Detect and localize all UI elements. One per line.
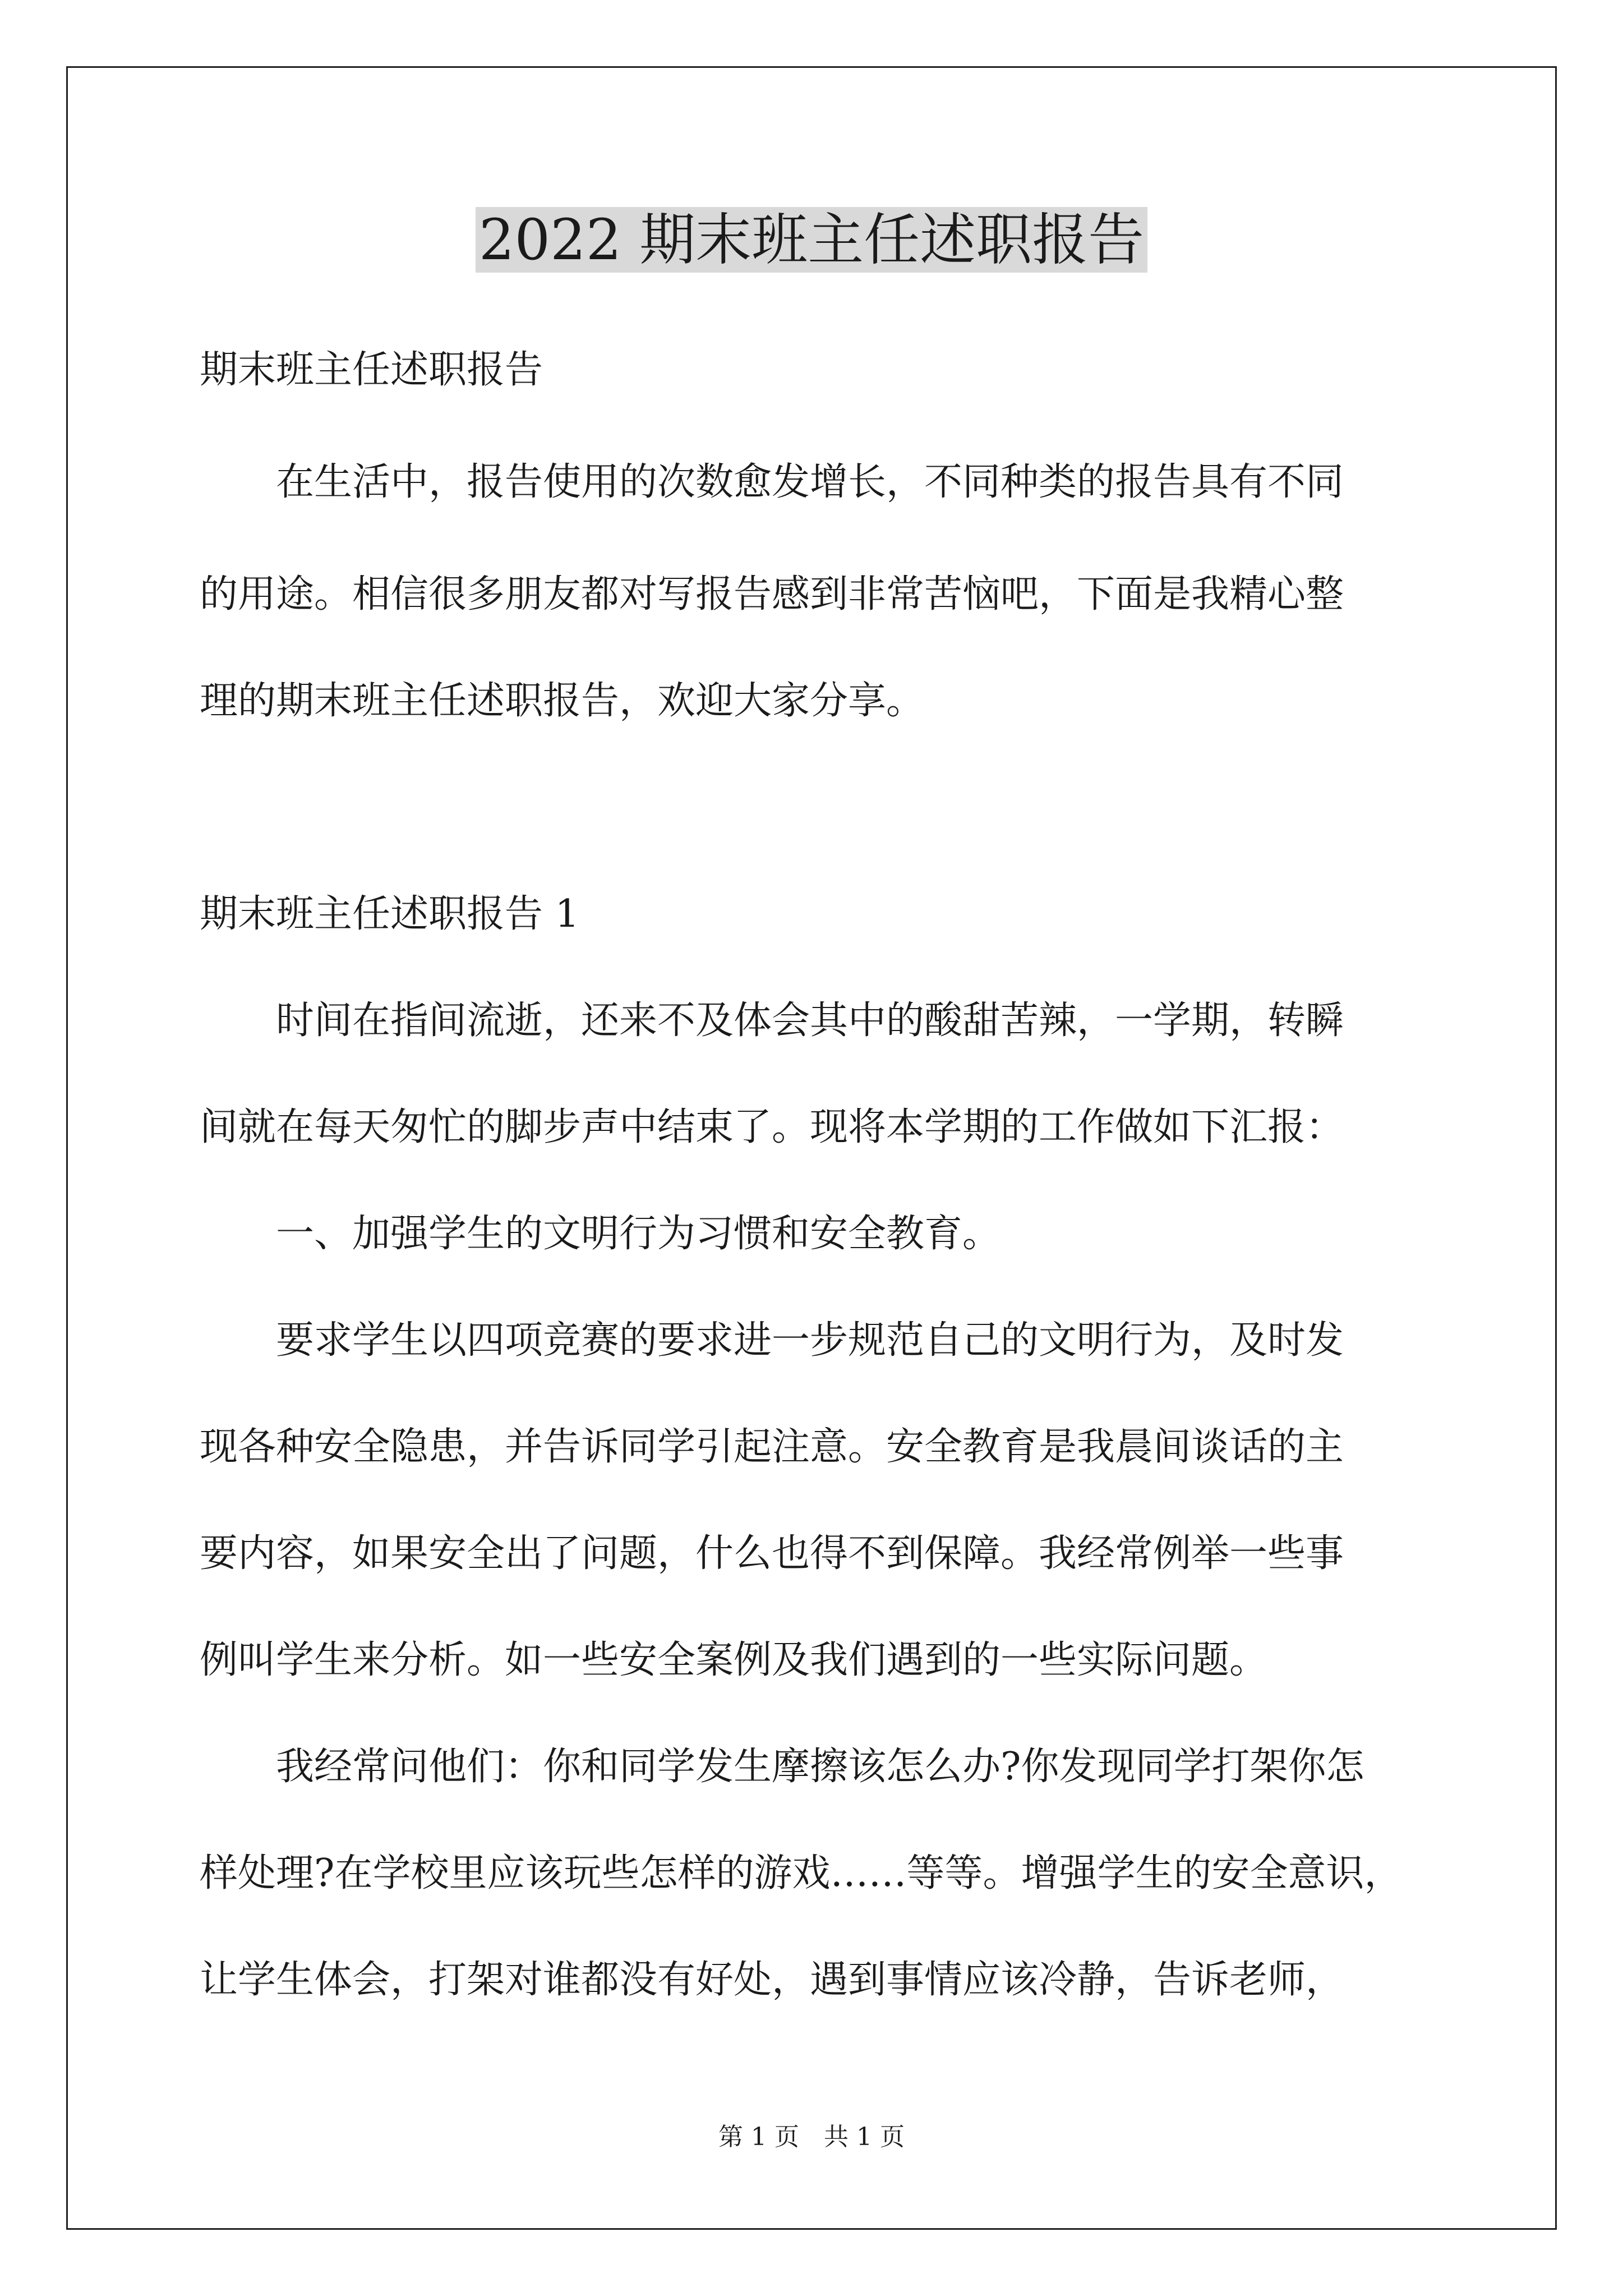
document-title bbox=[0, 201, 1623, 279]
text-line: 我经常问他们：你和同学发生摩擦该怎么办?你发现同学打架你怎 bbox=[200, 1745, 1364, 1789]
text-line: 例叫学生来分析。如一些安全案例及我们遇到的一些实际问题。 bbox=[200, 1638, 1268, 1682]
text-line: 间就在每天匆忙的脚步声中结束了。现将本学期的工作做如下汇报： bbox=[200, 1105, 1344, 1149]
page-footer bbox=[0, 2120, 1623, 2154]
text-line: 要求学生以四项竞赛的要求进一步规范自己的文明行为，及时发 bbox=[200, 1318, 1344, 1363]
text-line: 现各种安全隐患，并告诉同学引起注意。安全教育是我晨间谈话的主 bbox=[200, 1425, 1344, 1469]
text-line: 样处理?在学校里应该玩些怎样的游戏……等等。增强学生的安全意识， bbox=[200, 1851, 1403, 1895]
text-line: 让学生体会，打架对谁都没有好处，遇到事情应该冷静，告诉老师， bbox=[200, 1958, 1344, 2002]
section-heading: 期末班主任述职报告 1 bbox=[200, 892, 579, 936]
page-number: 第 1 页 bbox=[718, 2123, 799, 2151]
text-line: 时间在指间流逝，还来不及体会其中的酸甜苦辣，一学期，转瞬 bbox=[200, 999, 1344, 1043]
text-line: 要内容，如果安全出了问题，什么也得不到保障。我经常例举一些事 bbox=[200, 1531, 1344, 1576]
text-line: 的用途。相信很多朋友都对写报告感到非常苦恼吧，下面是我精心整 bbox=[200, 572, 1344, 616]
text-line: 在生活中，报告使用的次数愈发增长，不同种类的报告具有不同 bbox=[200, 460, 1344, 504]
subtitle-line: 期末班主任述职报告 bbox=[200, 348, 543, 392]
document-title-text: 2022 期末班主任述职报告 bbox=[476, 207, 1147, 273]
text-line: 一、加强学生的文明行为习惯和安全教育。 bbox=[200, 1212, 1001, 1256]
text-line: 理的期末班主任述职报告，欢迎大家分享。 bbox=[200, 679, 925, 723]
page-total: 共 1 页 bbox=[824, 2123, 905, 2151]
